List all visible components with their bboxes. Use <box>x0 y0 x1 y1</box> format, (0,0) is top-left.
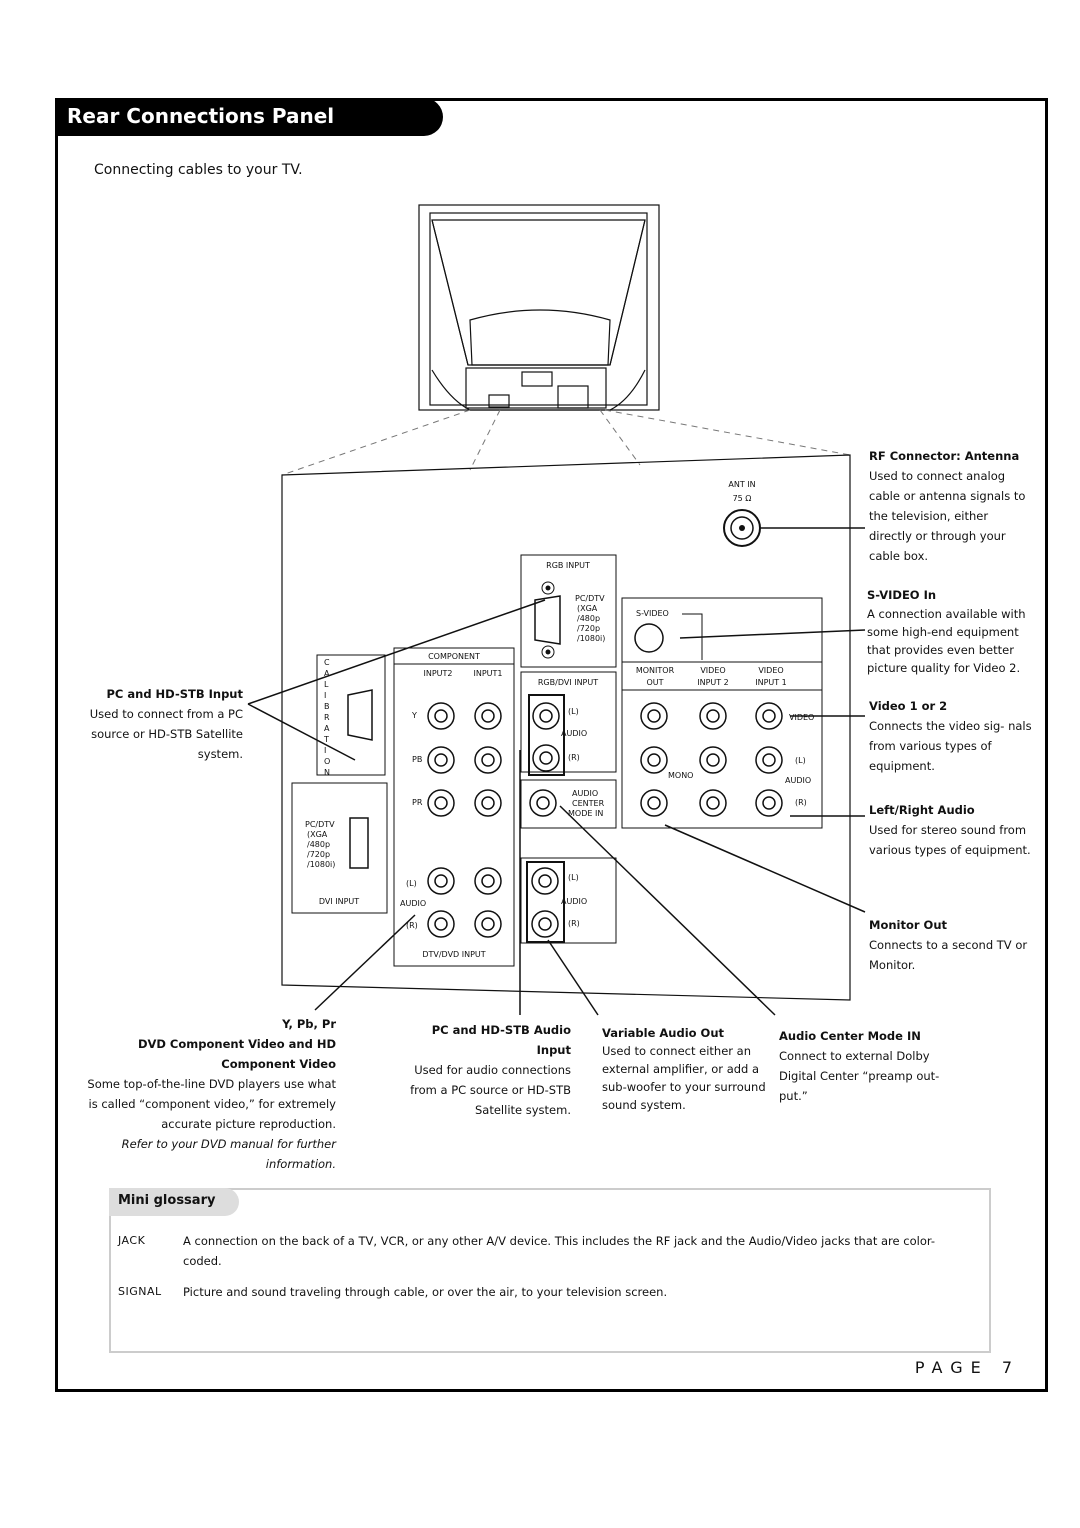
svg-text:A: A <box>324 669 330 678</box>
svg-text:AUDIO: AUDIO <box>561 897 588 906</box>
svg-text:AUDIO: AUDIO <box>400 899 427 908</box>
svg-text:VIDEO: VIDEO <box>758 666 784 675</box>
page-title: Rear Connections Panel <box>67 104 335 128</box>
svg-text:PC/DTV: PC/DTV <box>575 594 605 603</box>
svg-text:(R): (R) <box>568 919 580 928</box>
svg-text:N: N <box>324 768 330 777</box>
svg-text:ANT IN: ANT IN <box>728 480 756 489</box>
glossary-definition: A connection on the back of a TV, VCR, or any other A/V device. This includes the RF jack and the Audio/Video jacks that are color-coded. <box>183 1234 935 1268</box>
glossary-term: JACK <box>118 1234 146 1247</box>
svg-text:/1080i): /1080i) <box>307 860 336 869</box>
tv-back-illustration <box>419 205 659 410</box>
svg-text:INPUT 2: INPUT 2 <box>697 678 729 687</box>
svg-text:PB: PB <box>412 755 423 764</box>
svg-text:R: R <box>324 713 330 722</box>
svg-text:RGB INPUT: RGB INPUT <box>546 561 590 570</box>
svg-text:VIDEO: VIDEO <box>789 713 815 722</box>
svg-text:COMPONENT: COMPONENT <box>428 652 480 661</box>
svg-text:PC/DTV: PC/DTV <box>305 820 335 829</box>
av-jacks <box>641 703 782 816</box>
callout-pc-hd-stb-input: PC and HD-STB Input Used to connect from a PC source or HD-STB Satellite system. <box>89 687 243 761</box>
svg-text:DTV/DVD INPUT: DTV/DVD INPUT <box>422 950 486 959</box>
svg-text:AUDIO: AUDIO <box>785 776 812 785</box>
svg-text:O: O <box>324 757 331 766</box>
svideo-jack <box>635 624 663 652</box>
svg-text:I: I <box>324 691 327 700</box>
ant-in-jack <box>724 480 760 546</box>
svg-text:(XGA: (XGA <box>577 604 598 613</box>
svg-text:A: A <box>324 724 330 733</box>
svg-text:(L): (L) <box>406 879 417 888</box>
svg-text:/480p: /480p <box>577 614 601 623</box>
svg-text:L: L <box>324 680 329 689</box>
svg-text:/480p: /480p <box>307 840 331 849</box>
svg-text:I: I <box>324 746 327 755</box>
glossary-term: SIGNAL <box>118 1285 162 1298</box>
svg-text:(L): (L) <box>568 873 579 882</box>
page-number <box>915 1358 1020 1377</box>
svg-text:(L): (L) <box>795 756 806 765</box>
svg-text:(R): (R) <box>406 921 418 930</box>
svg-text:MONO: MONO <box>668 771 694 780</box>
svg-text:(XGA: (XGA <box>307 830 328 839</box>
callout-monitor-out: Monitor Out Connects to a second TV or Monitor. <box>869 918 1028 972</box>
svg-text:OUT: OUT <box>646 678 664 687</box>
mini-glossary-tab <box>109 1188 239 1216</box>
callout-variable-audio-out: Variable Audio Out Used to connect either an external amplifier, or add a sub-woofer to your surround sound system. <box>602 1026 766 1112</box>
callout-left-right-audio: Left/Right Audio Used for stereo sound from various types of equipment. <box>869 803 1031 857</box>
callout-audio-center-mode: Audio Center Mode IN Connect to external Dolby Digital Center “preamp out- put.” <box>779 1029 940 1103</box>
svg-text:INPUT 1: INPUT 1 <box>755 678 787 687</box>
svg-text:T: T <box>324 735 329 744</box>
svg-text:/1080i): /1080i) <box>577 634 606 643</box>
component-jacks <box>428 703 501 937</box>
svg-text:(L): (L) <box>568 707 579 716</box>
svg-text:B: B <box>324 702 330 711</box>
svg-text:MONITOR: MONITOR <box>635 666 675 675</box>
svg-text:/720p: /720p <box>307 850 331 859</box>
svg-text:C: C <box>324 658 330 667</box>
svg-text:75 Ω: 75 Ω <box>732 494 752 503</box>
svg-text:S-VIDEO: S-VIDEO <box>636 609 669 618</box>
svg-text:PR: PR <box>412 798 423 807</box>
svg-text:/720p: /720p <box>577 624 601 633</box>
page-number-value: 7 <box>1001 1358 1020 1377</box>
svg-text:INPUT1: INPUT1 <box>473 669 503 678</box>
callout-svideo: S-VIDEO In A connection available with some high-end equipment that provides even better picture quality for Video 2. <box>867 588 1026 675</box>
glossary-definition: Picture and sound traveling through cable, or over the air, to your television screen. <box>183 1285 668 1299</box>
svg-text:CENTER: CENTER <box>572 799 605 808</box>
svg-text:AUDIO: AUDIO <box>561 729 588 738</box>
page-label: PAGE <box>914 1358 989 1377</box>
svg-text:(R): (R) <box>795 798 807 807</box>
svg-text:RGB/DVI INPUT: RGB/DVI INPUT <box>537 678 599 687</box>
svg-text:AUDIO: AUDIO <box>572 789 599 798</box>
svg-text:DVI INPUT: DVI INPUT <box>318 897 360 906</box>
svg-text:MODE IN: MODE IN <box>568 809 604 818</box>
svg-text:INPUT2: INPUT2 <box>423 669 453 678</box>
svg-text:(R): (R) <box>568 753 580 762</box>
svg-text:VIDEO: VIDEO <box>700 666 726 675</box>
page-subtitle: Connecting cables to your TV. <box>94 162 303 178</box>
callout-video-1-2: Video 1 or 2 Connects the video sig- nals from various types of equipment. <box>869 699 1032 773</box>
panel-outline <box>282 455 850 1000</box>
callout-rf-connector: RF Connector: Antenna Used to connect analog cable or antenna signals to the television, either directly or through your cable box. <box>869 449 1026 563</box>
callout-y-pb-pr: Y, Pb, Pr DVD Component Video and HD Component Video Some top-of-the-line DVD players use what is called “component video,” for extremely accurate picture reproduction. Refer to your DVD manual for further information. <box>87 1017 336 1171</box>
callout-pc-hd-stb-audio: PC and HD-STB Audio Input Used for audio connections from a PC source or HD-STB Satellite system. <box>410 1023 571 1117</box>
mini-glossary-title: Mini glossary <box>118 1193 216 1208</box>
svg-text:Y: Y <box>412 711 417 720</box>
